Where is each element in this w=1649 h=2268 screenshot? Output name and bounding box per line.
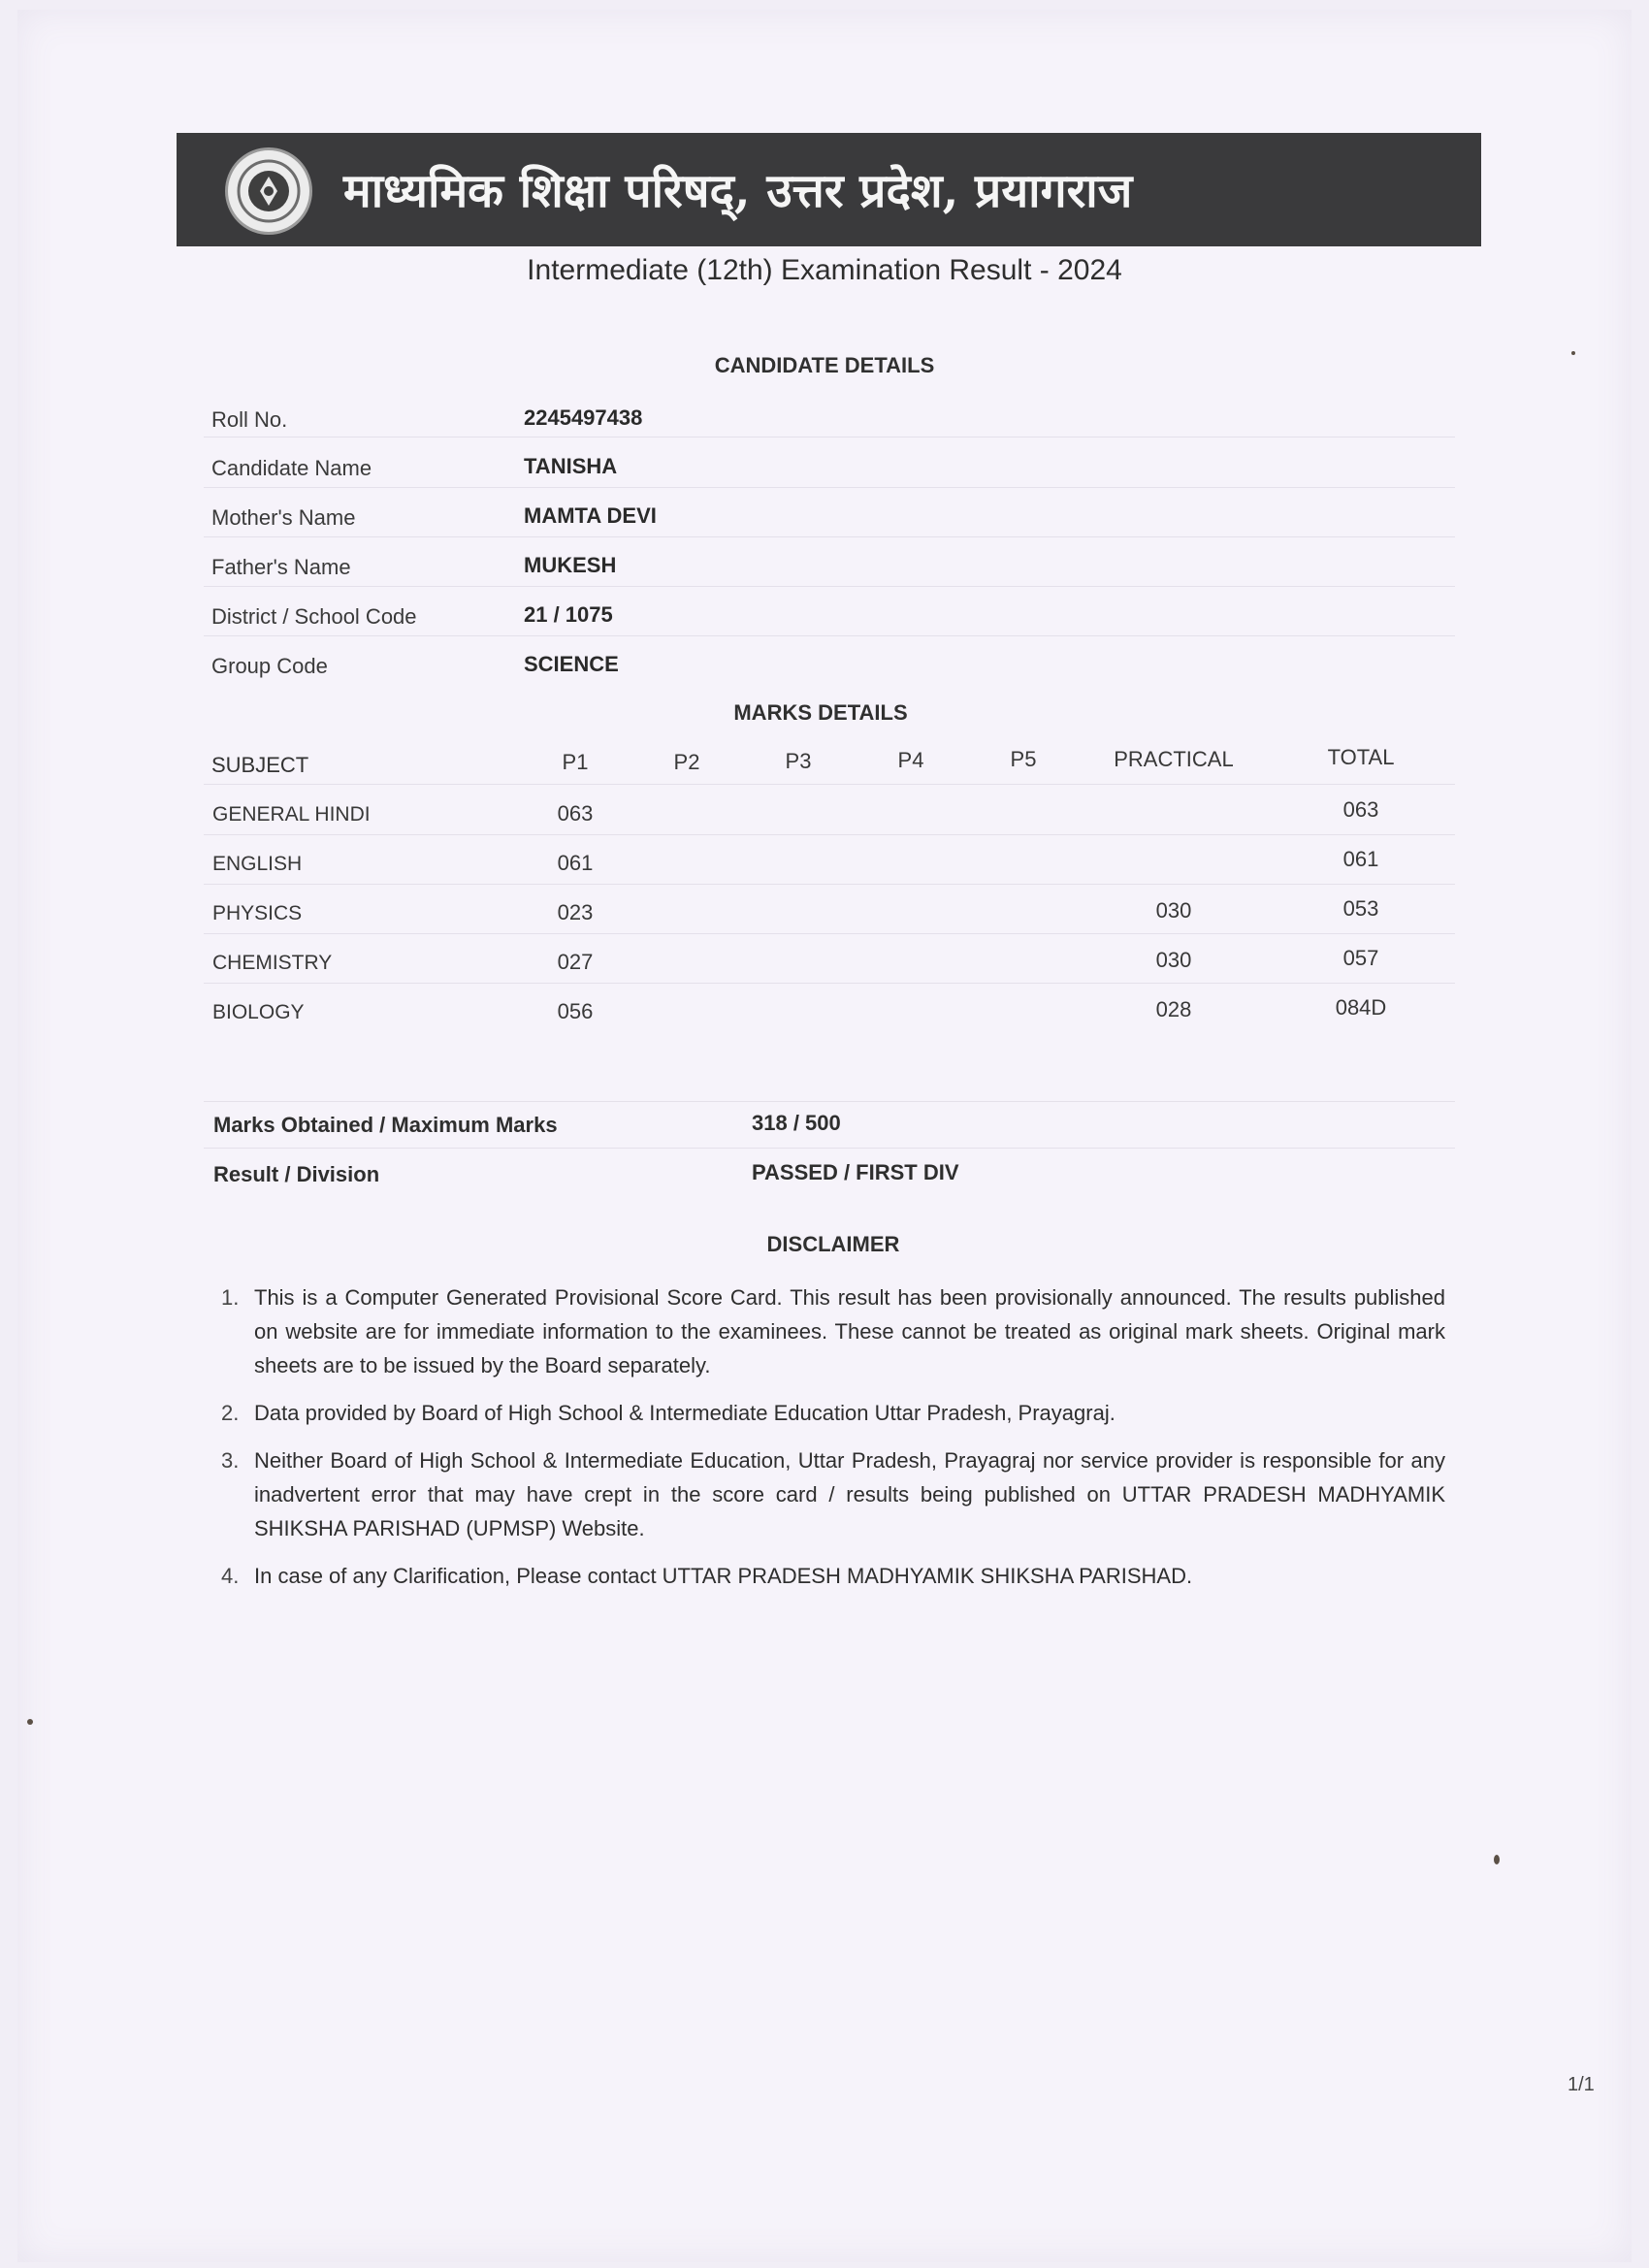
- column-header-p1: P1: [562, 750, 589, 774]
- mother-name-label: Mother's Name: [211, 505, 356, 530]
- item-text: This is a Computer Generated Provisional Score Card. This result has been provisionally announced. The results published on website are for immediate information to the examinees. These cannot be treated as original mark sheets. Original mark sheets are to be issued by the Board separately.: [254, 1285, 1445, 1377]
- list-item: [221, 1280, 1445, 1382]
- father-name-label: Father's Name: [211, 555, 351, 579]
- district-school-code-label: District / School Code: [211, 604, 417, 629]
- column-header-total: TOTAL: [1327, 745, 1395, 769]
- column-header-subject: SUBJECT: [211, 753, 309, 777]
- p1-mark: 056: [557, 999, 594, 1023]
- divider: [204, 586, 1455, 587]
- scan-speck: [27, 1719, 33, 1725]
- column-header-p4: P4: [897, 748, 924, 772]
- roll-no-label: Roll No.: [211, 407, 288, 432]
- total-mark: 061: [1342, 847, 1379, 871]
- column-header-p5: P5: [1010, 747, 1037, 771]
- practical-mark: 030: [1155, 948, 1192, 972]
- practical-mark: 030: [1155, 898, 1192, 923]
- divider: [204, 834, 1455, 835]
- practical-mark: 028: [1155, 997, 1192, 1021]
- subject-name: GENERAL HINDI: [212, 803, 371, 826]
- list-item: [221, 1443, 1445, 1545]
- item-number: 1.: [221, 1285, 240, 1310]
- header-banner: [177, 133, 1481, 246]
- total-mark: 084D: [1335, 995, 1387, 1020]
- divider: [204, 784, 1455, 785]
- marks-obtained-label: Marks Obtained / Maximum Marks: [213, 1113, 558, 1137]
- subject-name: PHYSICS: [212, 902, 303, 924]
- p1-mark: 027: [557, 950, 594, 974]
- candidate-name-label: Candidate Name: [211, 456, 372, 480]
- item-number: 3.: [221, 1448, 240, 1473]
- divider: [204, 536, 1455, 537]
- subject-name: ENGLISH: [212, 853, 303, 875]
- scan-speck: [1494, 1855, 1500, 1864]
- marks-details-heading: MARKS DETAILS: [733, 700, 908, 725]
- p1-mark: 023: [557, 900, 594, 924]
- result-division-label: Result / Division: [213, 1162, 380, 1186]
- father-name-value: MUKESH: [524, 553, 617, 577]
- candidate-details-heading: CANDIDATE DETAILS: [714, 353, 935, 377]
- column-header-practical: PRACTICAL: [1114, 747, 1234, 771]
- scan-speck: [1571, 351, 1575, 355]
- divider: [204, 983, 1455, 984]
- exam-result-subtitle: Intermediate (12th) Examination Result - 2024: [527, 254, 1122, 286]
- list-item: [221, 1559, 1445, 1593]
- district-school-code-value: 21 / 1075: [524, 602, 613, 627]
- list-item: [221, 1396, 1445, 1430]
- subject-name: BIOLOGY: [212, 1001, 305, 1023]
- item-number: 4.: [221, 1564, 240, 1588]
- p1-mark: 061: [557, 851, 594, 875]
- result-division-value: PASSED / FIRST DIV: [752, 1160, 959, 1184]
- divider: [204, 884, 1455, 885]
- upmsp-emblem-icon: [225, 147, 312, 235]
- item-text: Neither Board of High School & Intermediate Education, Uttar Pradesh, Prayagraj nor service provider is responsible for any inadvertent error that may have crept in the score card / results being published on UTTAR PRADESH MADHYAMIK SHIKSHA PARISHAD (UPMSP) Website.: [254, 1448, 1445, 1540]
- candidate-name-value: TANISHA: [524, 454, 618, 478]
- column-header-p2: P2: [673, 750, 700, 774]
- total-mark: 057: [1342, 946, 1379, 970]
- total-mark: 063: [1342, 797, 1379, 822]
- item-number: 2.: [221, 1401, 240, 1425]
- board-title: माध्यमिक शिक्षा परिषद्, उत्तर प्रदेश, प्रयागराज: [343, 164, 1133, 218]
- subject-name: CHEMISTRY: [212, 952, 333, 974]
- divider: [204, 1148, 1455, 1149]
- disclaimer-list: [221, 1280, 1445, 1606]
- group-code-value: SCIENCE: [524, 652, 619, 676]
- p1-mark: 063: [557, 801, 594, 826]
- page-number: 1/1: [1568, 2074, 1595, 2095]
- mother-name-value: MAMTA DEVI: [524, 503, 657, 528]
- group-code-label: Group Code: [211, 654, 328, 678]
- total-mark: 053: [1342, 896, 1379, 921]
- item-text: In case of any Clarification, Please contact UTTAR PRADESH MADHYAMIK SHIKSHA PARISHAD.: [254, 1564, 1193, 1588]
- divider: [204, 1101, 1455, 1102]
- divider: [204, 487, 1455, 488]
- divider: [204, 635, 1455, 636]
- divider: [204, 933, 1455, 934]
- item-text: Data provided by Board of High School & Intermediate Education Uttar Pradesh, Prayagraj.: [254, 1401, 1116, 1425]
- roll-no-value: 2245497438: [524, 405, 643, 430]
- column-header-p3: P3: [785, 749, 812, 773]
- disclaimer-heading: DISCLAIMER: [766, 1232, 900, 1256]
- marks-obtained-value: 318 / 500: [752, 1111, 841, 1135]
